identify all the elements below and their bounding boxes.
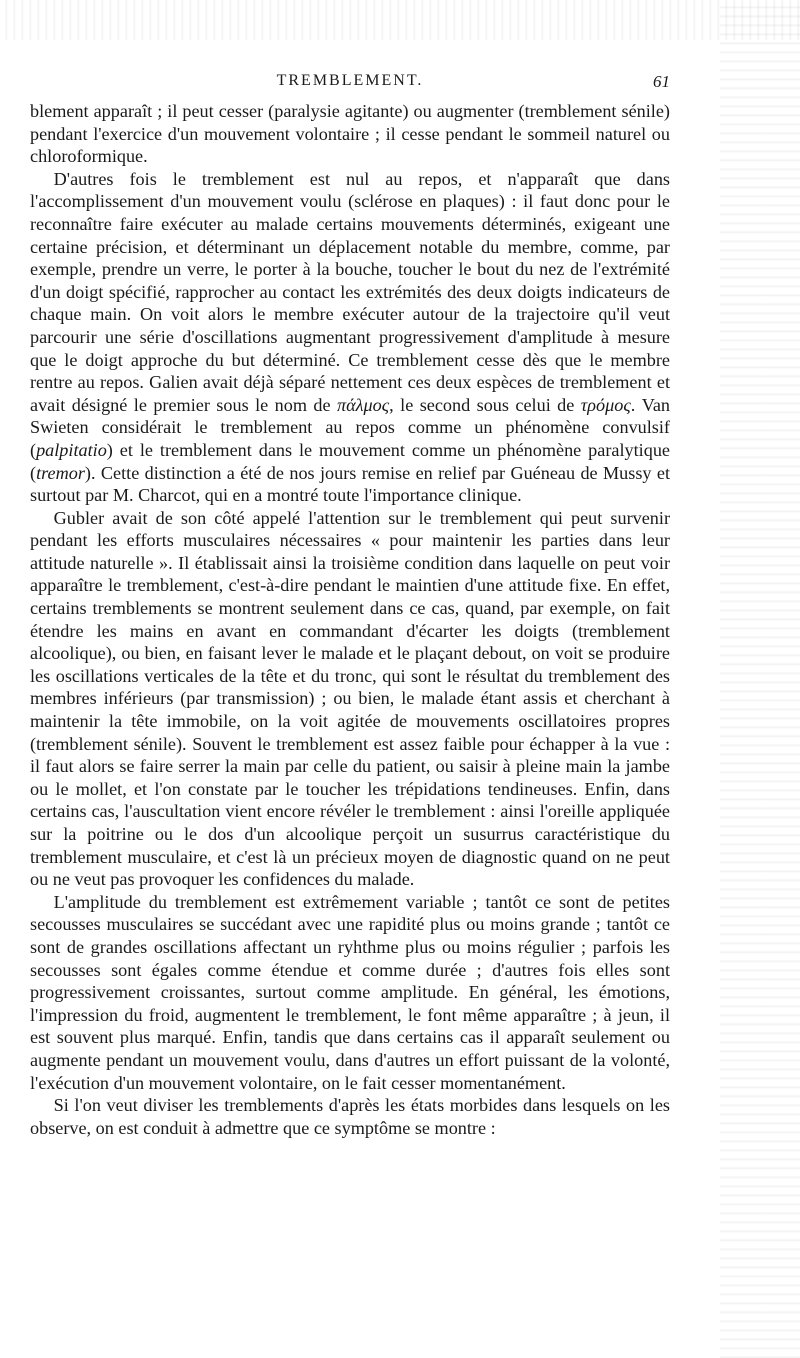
book-page: [30, 72, 670, 1139]
paragraph-text: ). Cette distinction a été de nos jours remise en relief par Guéneau de Mussy et surtout par M. Charcot, qui en a montré toute l'importance clinique.: [30, 462, 670, 506]
paragraph: [30, 168, 670, 507]
scan-margin-artifacts: [720, 0, 800, 1358]
italic-term: τρόμος: [580, 394, 631, 415]
paragraph-text: . Van Swieten considérait le tremblement au repos comme un phénomène convulsif (: [30, 394, 670, 460]
page-number: 61: [653, 72, 670, 91]
paragraph-text: , le second sous celui de: [389, 394, 581, 415]
italic-term: palpitatio: [36, 439, 107, 460]
paragraph-text: D'autres fois le tremblement est nul au repos, et n'apparaît que dans l'accomplissement d'un mouvement voulu (sclérose en plaques) : il faut donc pour le reconnaître faire exécuter au malade certains mouvements déterminés, exigeant une certaine précision, et déterminant un déplacement notable du membre, comme, par exemple, prendre un verre, le porter à la bouche, toucher le bout du nez de l'extrémité d'un doigt spécifié, rapprocher au contact les extrémités des deux doigts indicateurs de chaque main. On voit alors le membre exécuter autour de la trajectoire qu'il veut parcourir une série d'oscillations augmentant progressivement d'amplitude à mesure que le doigt approche du but déterminé. Ce tremblement cesse dès que le membre rentre au repos. Galien avait déjà séparé nettement ces deux espèces de tremblement et avait désigné le premier sous le nom de: [30, 168, 670, 415]
body-text: [30, 100, 670, 1139]
italic-term: πάλμος: [337, 394, 390, 415]
paragraph-text: Si l'on veut diviser les tremblements d'après les états morbides dans lesquels on les observe, on est conduit à admettre que ce symptôme se montre :: [30, 1095, 670, 1138]
paragraph-text: ) et le tremblement dans le mouvement comme un phénomène paralytique (: [30, 439, 670, 483]
paragraph: [30, 507, 670, 891]
paragraph: [30, 891, 670, 1094]
paragraph-text: blement apparaît ; il peut cesser (paralysie agitante) ou augmenter (tremblement sénile) pendant l'exercice d'un mouvement volontaire ; il cesse pendant le sommeil naturel ou chloroformique.: [30, 101, 670, 167]
scan-top-border: [0, 0, 800, 40]
running-head: [30, 72, 670, 100]
paragraph-text: L'amplitude du tremblement est extrêmement variable ; tantôt ce sont de petites secousses musculaires se succédant avec une rapidité plus ou moins grande ; tantôt ce sont de grandes oscillations affectant un ryhthme plus ou moins régulier ; parfois les secousses sont égales comme étendue et comme durée ; d'autres fois elles sont progressivement croissantes, surtout comme amplitude. En général, les émotions, l'impression du froid, augmentent le tremblement, le font même apparaître ; à jeun, il est souvent plus marqué. Enfin, tandis que dans certains cas il apparaît seulement ou augmente pendant un mouvement voulu, dans d'autres un effort puissant de la volonté, l'exécution d'un mouvement volontaire, on le fait cesser momentanément.: [30, 891, 670, 1093]
paragraph: [30, 1094, 670, 1139]
italic-term: tremor: [36, 462, 85, 483]
paragraph: [30, 100, 670, 168]
running-title: TREMBLEMENT.: [276, 72, 424, 89]
paragraph-text: Gubler avait de son côté appelé l'attention sur le tremblement qui peut survenir pendant les efforts musculaires nécessaires « pour maintenir les parties dans leur attitude naturelle ». Il établissait ainsi la troisième condition dans laquelle on peut voir apparaître le tremblement, c'est-à-dire pendant le maintien d'une attitude fixe. En effet, certains tremblements se montrent seulement dans ce cas, quand, par exemple, on fait étendre les mains en avant en commandant d'écarter les doigts (tremblement alcoolique), ou bien, en faisant lever le malade et le plaçant debout, on voit se produire les oscillations verticales de la tête et du tronc, qui sont le résultat du tremblement des membres inférieurs (par transmission) ; ou bien, le malade étant assis et cherchant à maintenir la tête immobile, on la voit agitée de mouvements oscillatoires propres (tremblement sénile). Souvent le tremblement est assez faible pour échapper à la vue : il faut alors se faire serrer la main par celle du patient, ou saisir à pleine main la jambe ou le mollet, et l'on constate par le toucher les trépidations tendineuses. Enfin, dans certains cas, l'auscultation vient encore révéler le tremblement : ainsi l'oreille appliquée sur la poitrine ou le dos d'un alcoolique perçoit un susurrus caractéristique du tremblement musculaire, et c'est là un précieux moyen de diagnostic quand on ne peut ou ne veut pas provoquer les confidences du malade.: [30, 507, 670, 890]
